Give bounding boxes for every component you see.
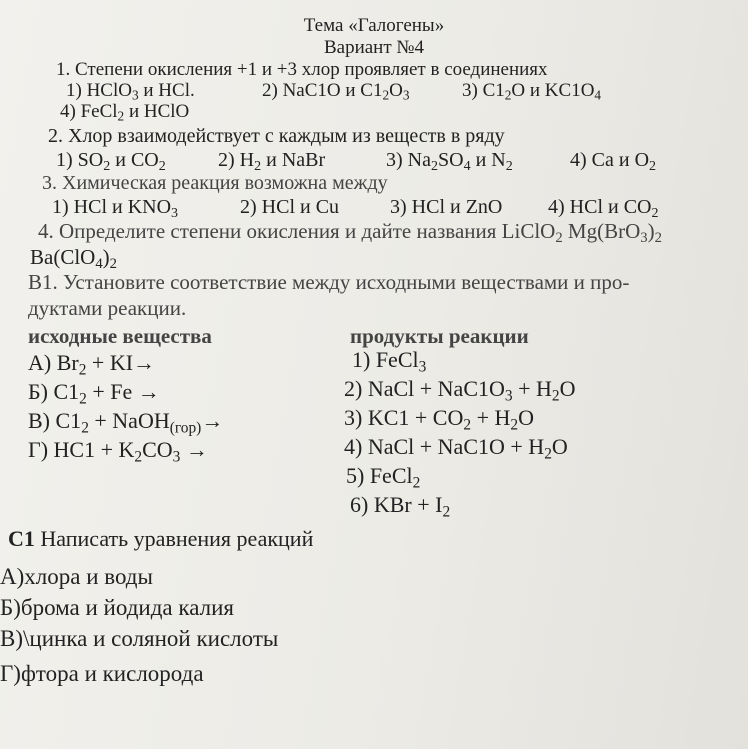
task-c1-label: С1 bbox=[8, 526, 35, 551]
reactant-d: Г) $HC1 + K_2CO_3$ → bbox=[28, 437, 208, 466]
product-6: 6) KBr + $I_2$ bbox=[350, 492, 451, 521]
product-1: 1) FeCl$_3$ bbox=[352, 347, 427, 376]
reactant-c: В) $C1_2$ + NaOH$_{(гор)}$→ bbox=[28, 408, 224, 437]
q3-option-2: 2) HCl и Cu bbox=[240, 196, 340, 218]
task-c1-text: Написать уравнения реакций bbox=[40, 526, 314, 551]
q1-option-1: 1) HClO$_3$ и HCl. bbox=[66, 80, 195, 103]
q3-option-1: 1) HCl и $KNO_3$ bbox=[52, 196, 179, 221]
variant-label: Вариант №4 bbox=[323, 37, 425, 58]
task-b1-text: В1. Установите соответствие между исходными веществами и про- bbox=[28, 270, 630, 294]
product-3: 3) $KC1 + CO_2 + H_2O$ bbox=[344, 405, 534, 434]
task-b1-text-line2: дуктами реакции. bbox=[28, 296, 187, 320]
q2-option-1: 1) $SO_2$ и $CO_2$ bbox=[56, 149, 166, 174]
q1-option-3: 3) $C1_2O$ и $KC1O_4$ bbox=[462, 80, 602, 103]
question-4-continuation: $Ba(ClO_4)_2$ bbox=[30, 245, 118, 273]
c1-item-d: Г)фтора и кислорода bbox=[0, 661, 204, 686]
product-5: 5) FeCl$_2$ bbox=[346, 463, 421, 492]
reactants-header: исходные вещества bbox=[28, 324, 212, 348]
q3-option-3: 3) HCl и ZnO bbox=[390, 196, 503, 218]
q1-option-4: 4) FeCl$_2$ и HClO bbox=[60, 101, 190, 124]
topic-title: Тема «Галогены» bbox=[303, 15, 445, 36]
c1-item-b: Б)брома и йодида калия bbox=[0, 595, 234, 620]
q1-option-2: 2) NaC1O и $C1_2O_3$ bbox=[262, 80, 410, 103]
q2-option-2: 2) $H_2$ и NaBr bbox=[218, 149, 326, 174]
question-3-text: 3. Химическая реакция возможна между bbox=[42, 172, 388, 194]
c1-item-a: А)хлора и воды bbox=[0, 564, 153, 589]
question-4-text: 4. Определите степени окисления и дайте названия LiClO$_2$ $Mg(BrO_3)_2$ bbox=[38, 219, 662, 247]
c1-item-c: В)\цинка и соляной кислоты bbox=[0, 626, 279, 651]
reactant-b: Б) $C1_2 + Fe$ → bbox=[28, 379, 160, 408]
q2-option-4: 4) Ca и $O_2$ bbox=[570, 149, 657, 174]
q3-option-4: 4) HCl и $CO_2$ bbox=[548, 196, 659, 221]
question-1-text: 1. Степени окисления +1 и +3 хлор проявляет в соединениях bbox=[56, 59, 548, 80]
products-header: продукты реакции bbox=[350, 324, 529, 348]
q2-option-3: 3) $Na_2SO_4$ и $N_2$ bbox=[386, 149, 513, 174]
task-c1-title bbox=[8, 528, 313, 550]
reactant-a: А) $Br_2 + KI\to$ bbox=[28, 350, 156, 379]
question-2-text: 2. Хлор взаимодействует с каждым из веществ в ряду bbox=[48, 125, 505, 147]
product-2: 2) NaCl + $NaC1O_3 + H_2O$ bbox=[344, 376, 576, 405]
product-4: 4) NaCl + $NaC1O + H_2O$ bbox=[344, 434, 568, 463]
